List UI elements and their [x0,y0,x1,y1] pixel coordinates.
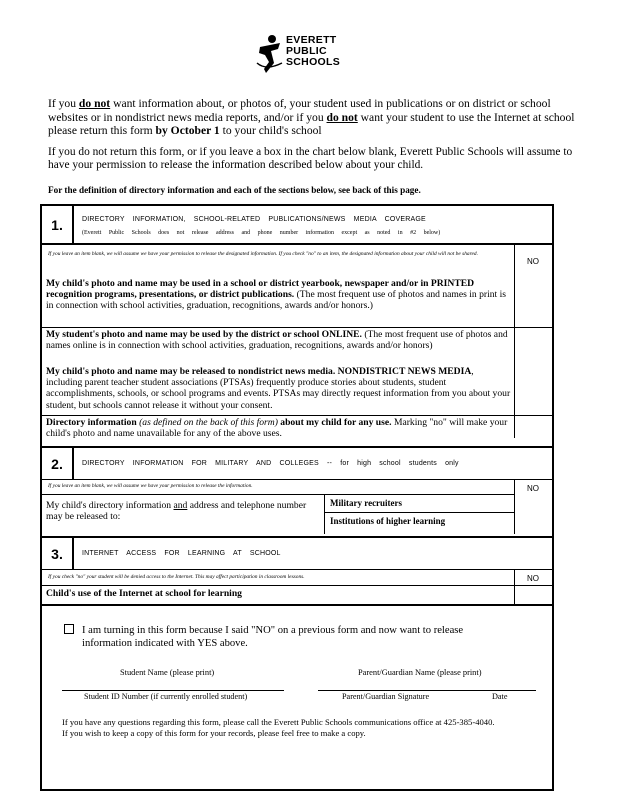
section1-no-label: NO [527,257,539,266]
school-logo [256,33,366,79]
divider [42,604,552,606]
option-higher-learning[interactable]: Institutions of higher learning [330,516,446,526]
intro-paragraph: If you do not want information about, or photos of, your student used in publications or on district or school websites or in nondistrict news media reports, and/or if you do not want your student to use the Internet at school please return this form by October 1 to your child's school [48,97,575,138]
option-military[interactable]: Military recruiters [330,498,403,508]
divider [42,415,552,416]
section1-subtitle: (Everett Public Schools does not release address and phone number information except as noted in #2 below) [82,230,441,236]
divider [42,585,552,586]
student-id-label: Student ID Number (if currently enrolled student) [84,692,248,701]
section2-number: 2. [42,448,74,479]
section1-row-online[interactable]: My student's photo and name may be used by the district or school ONLINE. (The most frequent use of photos and names online is in connection with school activities, graduation, recognitions, awards and/or honors) [46,329,508,352]
copy-line: If you wish to keep a copy of this form for your records, please feel free to make a copy. [62,728,366,738]
parent-name-label: Parent/Guardian Name (please print) [358,668,482,677]
release-checkbox[interactable] [64,624,74,634]
section2-title: DIRECTORY INFORMATION FOR MILITARY AND COLLEGES -- for high school students only [82,460,459,467]
section3-number: 3. [42,538,74,569]
section1-title: DIRECTORY INFORMATION, SCHOOL-RELATED PUBLICATIONS/NEWS MEDIA COVERAGE [82,216,426,223]
section2-no-label: NO [527,484,539,493]
section3-note: If you check "no" your student will be denied access to the Internet. This may affect participation in classroom lessons. [48,574,305,580]
logo-text: EVERETT PUBLIC SCHOOLS [286,34,341,68]
divider [324,495,325,534]
parent-signature-label: Parent/Guardian Signature [342,692,430,701]
divider [42,327,552,328]
section1-no-column [514,244,552,438]
assumption-paragraph: If you do not return this form, or if you leave a box in the chart below blank, Everett Public Schools will assume to have your permission to release the information described below about your child. [48,146,573,171]
section2-note: If you leave an item blank, we will assume we have your permission to release the information. [48,483,253,489]
section1-note: If you leave an item blank, we will assume we have your permission to release the designated information. If you check "no" to an item, the designated information about your child will not be shared. [48,251,478,257]
section2-text: My child's directory information and address and telephone number may be released to: [46,500,307,523]
section1-header [42,206,552,244]
date-label: Date [492,692,508,701]
section1-number: 1. [42,206,74,243]
contact-line: If you have any questions regarding this form, please call the Everett Public Schools communications office at 425-385-4040. [62,717,495,727]
section3-row-internet[interactable]: Child's use of the Internet at school for learning [46,588,242,599]
divider [42,494,514,495]
student-id-line[interactable] [62,690,284,691]
runner-logo-icon [256,33,284,77]
divider [42,569,552,570]
section1-row-print[interactable]: My child's photo and name may be used in a school or district yearbook, newspaper and/or in PRINTED recognition programs, presentations, or district publications. (The most frequent use of photos and names in print is in connection with school activities, graduation, recognitions, awards and/or honors.) [46,278,507,312]
section3-header [42,538,552,570]
section1-row-directory[interactable]: Directory information (as defined on the back of this form) about my child for any use. Marking "no" will make your child's photo and name unavailable for any of the above uses. [46,417,508,440]
section2-header [42,448,552,480]
section1-row-news-media[interactable]: My child's photo and name may be released to nondistrict news media. NONDISTRICT NEWS MEDIA, including parent teacher student associations (PTSAs) frequently produce stories about students, student accomplishments, schools, or school programs and events. PTSAs may directly request information from you about your student, but schools cannot release it without your consent. [46,366,511,411]
section3-no-label: NO [527,574,539,583]
divider [324,512,514,513]
definition-note: For the definition of directory information and each of the sections below, see back of this page. [48,185,421,195]
signature-line[interactable] [318,690,536,691]
section3-title: INTERNET ACCESS FOR LEARNING AT SCHOOL [82,550,281,557]
student-name-label: Student Name (please print) [120,668,215,677]
release-checkbox-label: I am turning in this form because I said "NO" on a previous form and now want to release information indicated with YES above. [82,625,464,649]
divider [42,243,552,245]
